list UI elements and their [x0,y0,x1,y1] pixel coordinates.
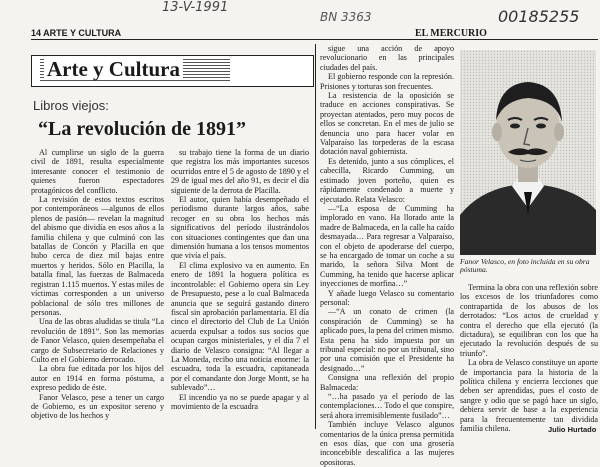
paragraph: Es detenido, junto a sus cómplices, el cabecilla, Ricardo Cumming, un estimado joven porteño, quien es rápidamente condenado a muerte y ejecutado. Relata Velasco: [320,156,454,204]
paragraph: —“La esposa de Cumming ha implorado en vano. Ha llorado ante la madre de Balmaceda, en la calle ha caído desmayada… Para regresar a Valparaíso, con el objeto de apoderarse del cuerpo, se ha encargado de tomar un coche a su marido, la señora Silva Mont de Cumming, ha tenido que hacerse aplicar inyecciones de morfina…” [320,203,454,289]
paragraph: Al cumplirse un siglo de la guerra civil de 1891, resulta especialmente interesante conocer el testimonio de quienes fueron espectadores protagónicos del conflicto. [31,148,164,195]
portrait-photo [460,50,596,255]
paragraph: La resistencia de la oposición se traduce en acciones conspirativas. Se proyectan atentados, pero muy pocos de ellos se concretan. En el mes de julio se denuncia uno para hacer volar en Valparaíso las torpederas de la escasa dotación naval gobiernista. [320,91,454,157]
paragraph: El clima explosivo va en aumento. En enero de 1891 la hoguera política es incontrolable: el Gobierno opera sin Ley de Presupuesto, pese a lo cual Balmaceda anuncia que se seguirá gastando dinero fiscal sin aprobación parlamentaria. El día cinco el directorio del Club de La Unión acuerda expulsar a todos sus socios que ocupan cargos ministeriales, y el día 7 el diario de Velasco consigna: “Al llegar a La Moneda, recibo una noticia enorme: la escuadra, toda la escuadra, capitaneada por el comandante don Jorge Montt, se ha sublevado”… [171,260,309,393]
paragraph: El autor, quien había desempeñado el periodismo durante largos años, sabe recoger en su obra los hechos más significativos del período ilustrándolos con situaciones contingentes que dan una dimensión humana a los tensos momentos que vivía el país. [171,195,309,261]
article-column-1 [31,148,164,420]
article-kicker: Libros viejos: [33,98,109,113]
article-headline: “La revolución de 1891” [38,118,246,140]
handwritten-date: 13-V-1991 [162,0,229,15]
paragraph: También incluye Velasco algunos comentarios de la única prensa permitida en esos días, que con una grosería inconcebible descalifica a las mujeres opositoras. [320,420,454,467]
handwritten-code-right: 00185255 [498,7,580,26]
section-page-label: 14 ARTE Y CULTURA [31,28,122,38]
paragraph: “…ha pasado ya el período de las contemplaciones… Todo el que conspire, será ahora irremisiblemente fusilado”… [320,392,454,420]
article-column-3 [320,44,454,467]
paragraph: Termina la obra con una reflexión sobre los excesos de los triunfadores como contrapartida de los abusos de los derrotados: “Los actos de crueldad y contra el derecho que ella ejecutó (la dictadura), se equilibran con los que ha ejecutado la revolución después de su triunfo”. [460,283,598,358]
photo-caption: Fanor Velasco, en foto incluida en su obra póstuma. [460,257,590,275]
paragraph: —“A un conato de crimen (la conspiración de Cumming) se ha aplicado pues, la pena del crimen mismo. Esta pena ha sido impuesta por un tribunal especial: no por un tribunal, sino por una comisión que el Presidente ha designado…” [320,307,454,373]
newspaper-name: EL MERCURIO [415,28,487,39]
paragraph: La obra fue editada por los hijos del autor en 1914 en forma póstuma, a expreso pedido de éste. [31,364,164,393]
article-column-2 [171,148,309,420]
paragraph: El incendio ya no se puede apagar y al movimiento de la escuadra [171,392,309,411]
paragraph: La revisión de estos textos escritos por contemporáneos —algunos de ellos plenos de pasión— revelan la magnitud del abismo que dividía en esos años a la familia chilena y que culminó con las batallas de Concón y Placilla en que hubo cerca de diez mil bajas entre muertos y heridos. Sólo en Placilla, la batalla final, las fuerzas de Balmaceda registran 1.115 muertos. Y estas miles de víctimas corresponden a un universo poblacional de sólo tres millones de personas. [31,195,164,317]
portrait-illustration [460,50,596,255]
section-title: Arte y Cultura [44,58,183,80]
handwritten-code-center: BN 3363 [320,10,372,24]
header-rule [31,39,598,40]
paragraph: Fanor Velasco, pese a tener un cargo de Gobierno, es un expositor sereno y objetivo de los hechos y [31,392,164,421]
paragraph: Consigna una reflexión del propio Balmaceda: [320,373,454,392]
column-divider [315,44,316,429]
paragraph: Una de las obras aludidas se titula “La revolución de 1891”. Son las memorias de Fanor Velasco, quien desempeñaba el cargo de Subsecretario de Relaciones y Culto en el Gobierno derrocado. [31,317,164,364]
paragraph: su trabajo tiene la forma de un diario que registra los más importantes sucesos ocurridos entre el 5 de agosto de 1890 y el 29 de igual mes del año 91, es decir el día siguiente de la derrota de Placilla. [171,148,309,195]
article-byline: Julio Hurtado [548,425,597,434]
paragraph: La obra de Velasco constituye un aporte de importancia para la historia de la política chilena y encierra lecciones que deben ser aprendidas, pues el costo de sangre y odio que se pagó hace un siglo, debiera servir de base a la experiencia para la frecuentemente tan dividida familia chilena. [460,358,598,434]
paragraph: El gobierno responde con la represión. Prisiones y torturas son frecuentes. [320,72,454,91]
paragraph: Y añade luego Velasco su comentario personal: [320,288,454,307]
section-banner [31,55,314,87]
paragraph: sigue una acción de apoyo revolucionario en las principales ciudades del país. [320,44,454,72]
